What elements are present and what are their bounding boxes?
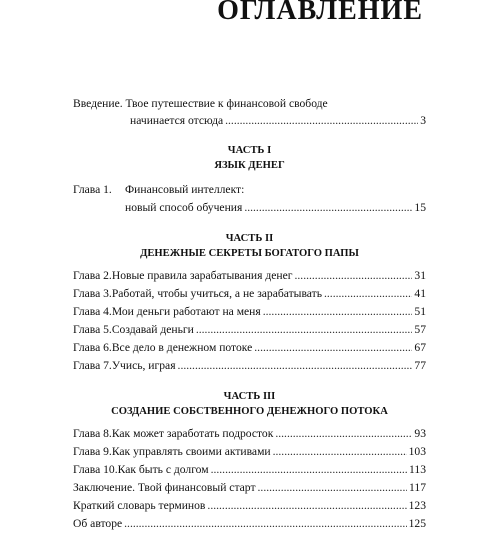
- part-label: ЧАСТЬ I: [227, 145, 272, 156]
- page-title: ОГЛАВЛЕНИЕ: [217, 0, 423, 22]
- toc-entry-title: Введение. Твое путешествие к финансовой свободе: [73, 97, 328, 110]
- page-number: 113: [409, 463, 426, 476]
- toc-entry-chapter-4[interactable]: [73, 303, 426, 321]
- toc-entry-chapter-6[interactable]: [73, 339, 426, 357]
- toc-entry-title: Новые правила зарабатывания денег: [111, 269, 293, 282]
- part-label: ЧАСТЬ II: [225, 233, 274, 244]
- page-number: 125: [408, 517, 426, 530]
- page-number: 15: [414, 201, 426, 214]
- dot-leader: [211, 461, 407, 479]
- chapter-prefix: Глава 8.: [73, 427, 112, 440]
- page-number: 103: [408, 445, 426, 458]
- toc-entry-title: Все дело в денежном потоке: [111, 341, 253, 354]
- dot-leader: [258, 479, 408, 497]
- toc-entry-title: Финансовый интеллект:: [125, 183, 245, 196]
- table-of-contents: [73, 95, 426, 533]
- toc-entry-title-continued: начинается отсюда: [130, 114, 224, 127]
- page-number: 51: [414, 305, 426, 318]
- toc-entry-title: Учись, играя: [111, 359, 176, 372]
- page-number: 77: [414, 359, 426, 372]
- toc-entry-title: Как может заработать подросток: [111, 427, 274, 440]
- toc-entry-title: Создавай деньги: [111, 323, 194, 336]
- toc-entry-chapter-7[interactable]: [73, 357, 426, 375]
- page-number: 117: [409, 481, 426, 494]
- toc-entry-line: [73, 112, 426, 129]
- dot-leader: [124, 515, 406, 533]
- toc-entry-line: [73, 181, 426, 199]
- toc-entry-title: Об авторе: [73, 517, 123, 530]
- toc-entry-title: Мои деньги работают на меня: [111, 305, 261, 318]
- chapter-list: [73, 425, 426, 533]
- dot-leader: [225, 112, 418, 129]
- chapter-prefix: Глава 2.: [73, 269, 112, 282]
- toc-entry-title: Заключение. Твой финансовый старт: [73, 481, 256, 494]
- toc-entry-chapter-8[interactable]: [73, 425, 426, 443]
- dot-leader: [244, 199, 412, 217]
- toc-entry-conclusion[interactable]: [73, 479, 426, 497]
- toc-entry-chapter-1[interactable]: [73, 181, 426, 217]
- dot-leader: [295, 267, 413, 285]
- chapter-prefix: Глава 9.: [73, 445, 112, 458]
- toc-entry-introduction[interactable]: [73, 95, 426, 129]
- dot-leader: [273, 443, 407, 461]
- toc-entry-title: Краткий словарь терминов: [73, 499, 206, 512]
- toc-entry-line: [73, 95, 426, 112]
- dot-leader: [263, 303, 413, 321]
- dot-leader: [324, 285, 412, 303]
- chapter-prefix: Глава 1.: [73, 183, 112, 196]
- page-number: 67: [414, 341, 426, 354]
- toc-entry-title: Работай, чтобы учиться, а не зарабатывать: [111, 287, 322, 300]
- toc-entry-chapter-3[interactable]: [73, 285, 426, 303]
- chapter-prefix: Глава 10.: [73, 463, 118, 476]
- chapter-prefix: Глава 3.: [73, 287, 112, 300]
- toc-entry-title-continued: новый способ обучения: [125, 201, 243, 214]
- dot-leader: [196, 321, 413, 339]
- toc-entry-title: Как быть с долгом: [117, 463, 209, 476]
- toc-entry-title: Как управлять своими активами: [111, 445, 271, 458]
- dot-leader: [275, 425, 412, 443]
- part-label: ЧАСТЬ III: [223, 391, 276, 402]
- page-number: 41: [414, 287, 426, 300]
- part-title: ЯЗЫК ДЕНЕГ: [214, 160, 285, 171]
- page-number: 57: [414, 323, 426, 336]
- part-title: ДЕНЕЖНЫЕ СЕКРЕТЫ БОГАТОГО ПАПЫ: [140, 248, 359, 259]
- chapter-prefix: Глава 7.: [73, 359, 112, 372]
- toc-entry-line: [73, 199, 426, 217]
- dot-leader: [178, 357, 413, 375]
- toc-entry-chapter-9[interactable]: [73, 443, 426, 461]
- toc-entry-chapter-2[interactable]: [73, 267, 426, 285]
- page-number: 123: [408, 499, 426, 512]
- chapter-list: [73, 267, 426, 375]
- chapter-prefix: Глава 5.: [73, 323, 112, 336]
- chapter-prefix: Глава 6.: [73, 341, 112, 354]
- dot-leader: [254, 339, 412, 357]
- toc-entry-about-author[interactable]: [73, 515, 426, 533]
- part-title: СОЗДАНИЕ СОБСТВЕННОГО ДЕНЕЖНОГО ПОТОКА: [111, 406, 388, 417]
- page-number: 3: [420, 114, 426, 127]
- toc-entry-chapter-10[interactable]: [73, 461, 426, 479]
- toc-entry-chapter-5[interactable]: [73, 321, 426, 339]
- page-number: 31: [414, 269, 426, 282]
- page-number: 93: [414, 427, 426, 440]
- chapter-prefix: Глава 4.: [73, 305, 112, 318]
